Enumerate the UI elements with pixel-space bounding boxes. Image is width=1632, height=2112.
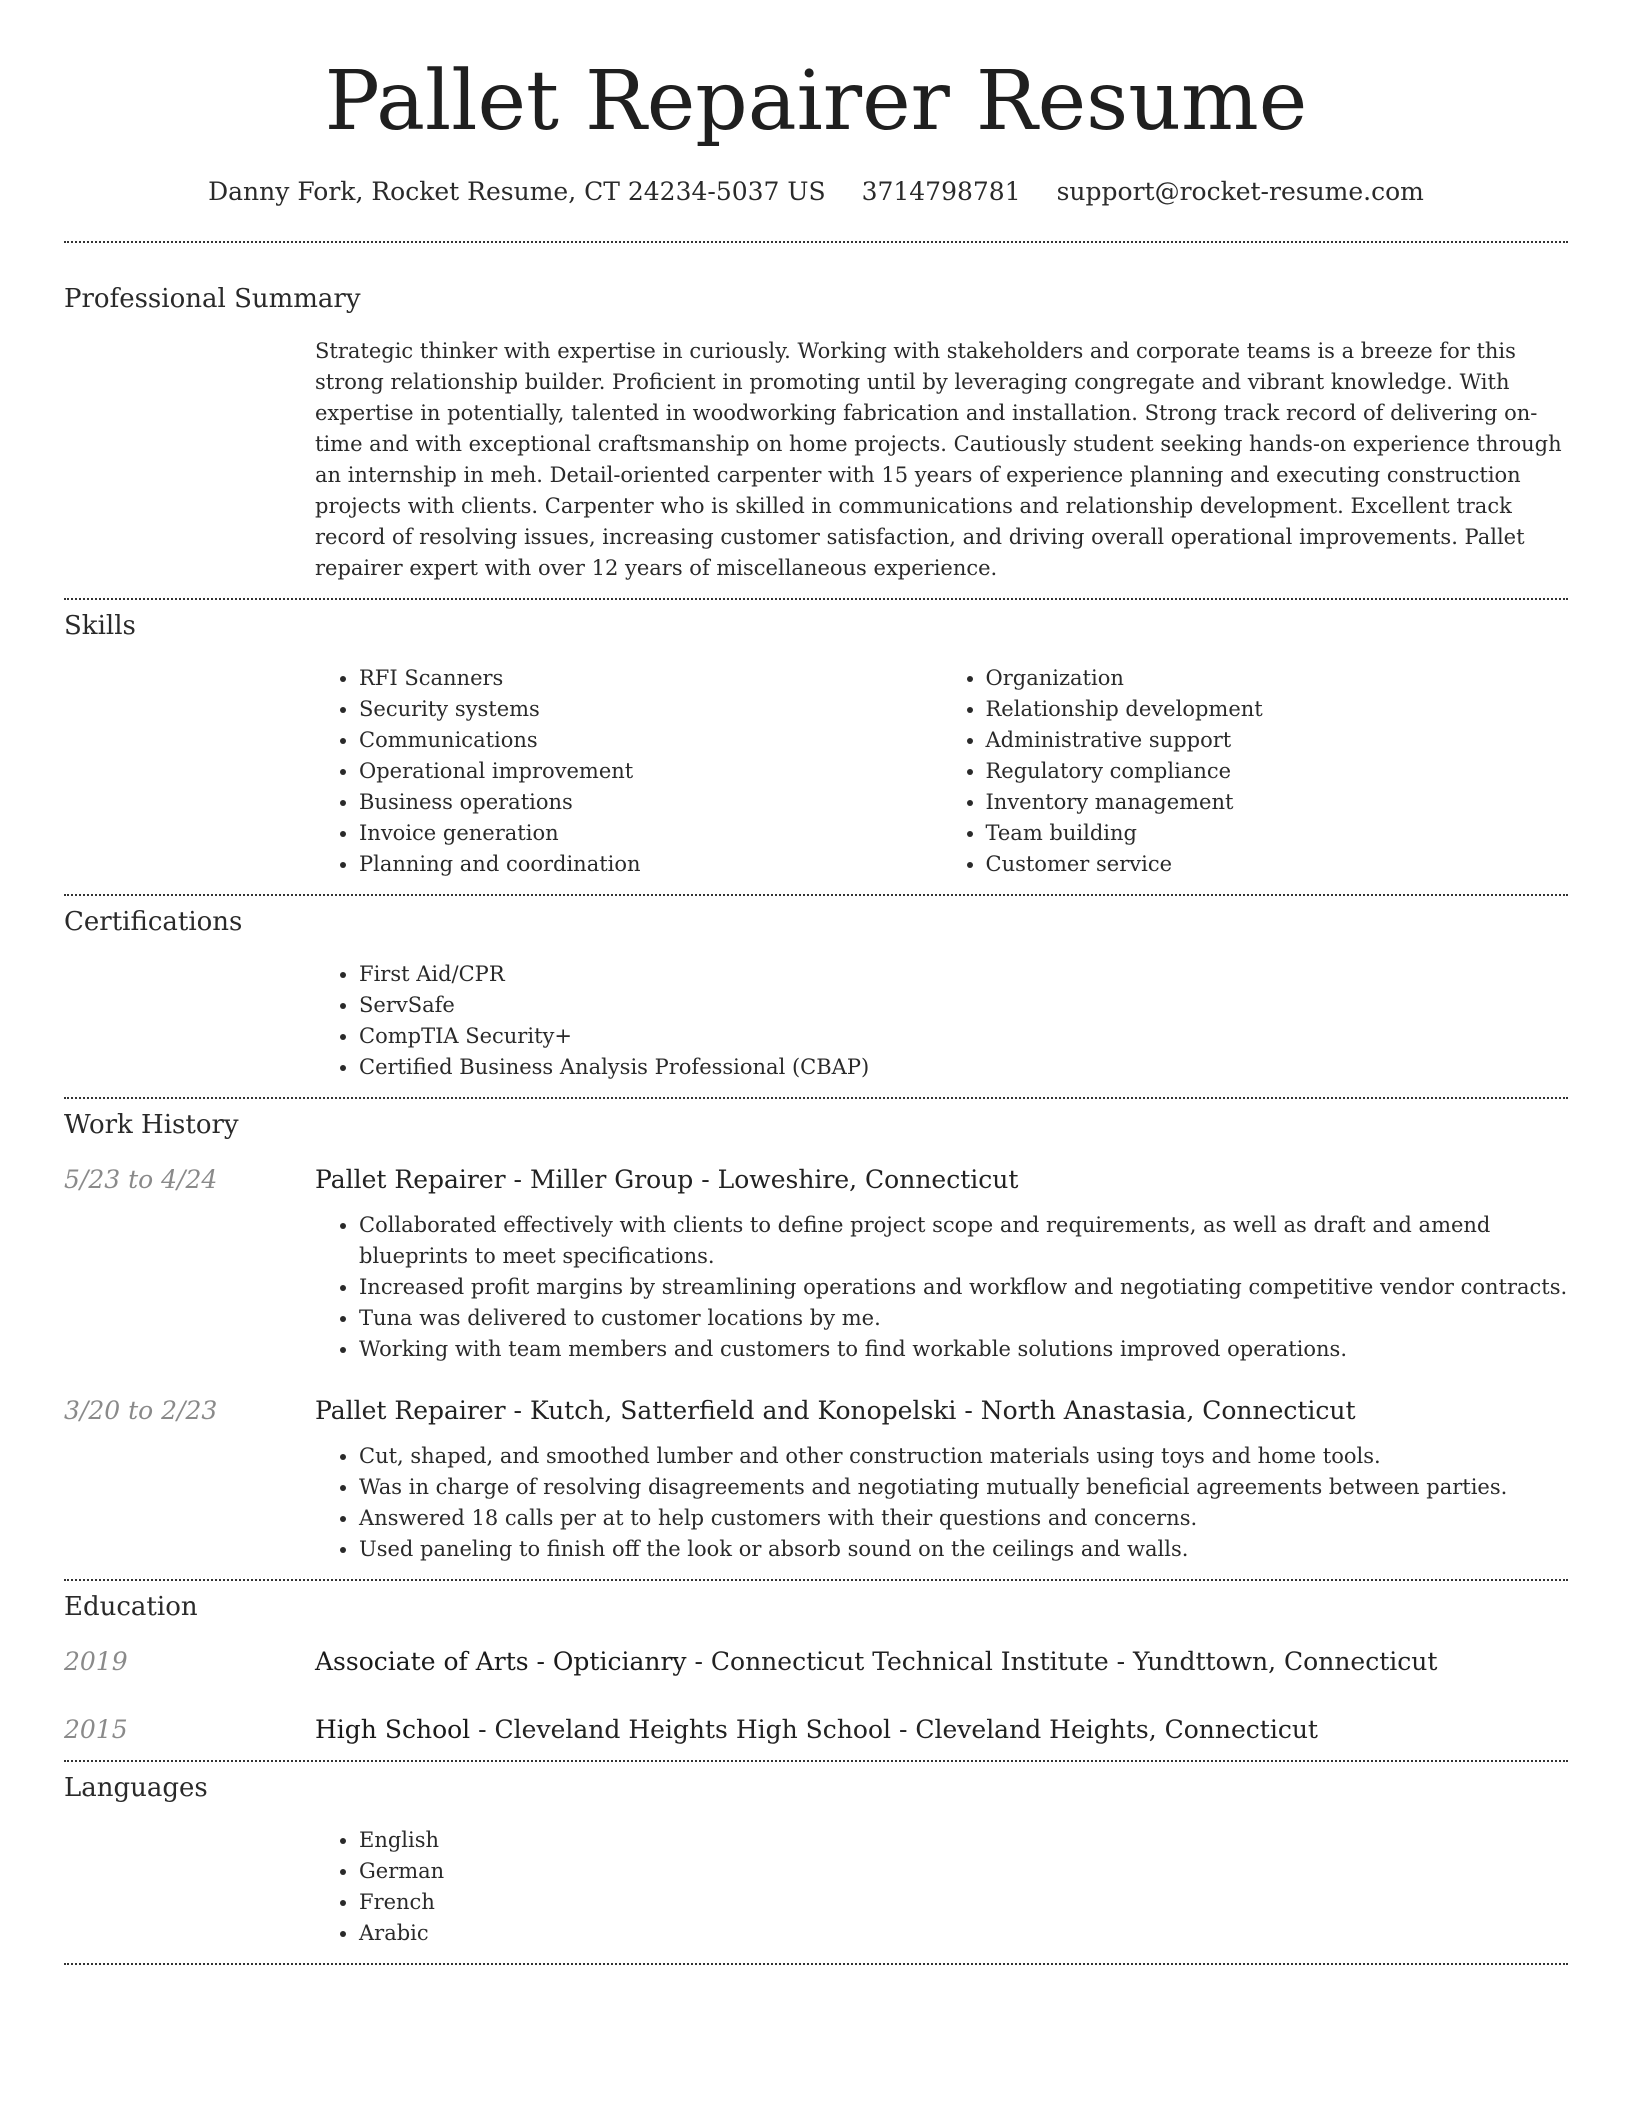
language-item: • German [359,1856,1568,1887]
skills-section [64,609,1568,880]
job-dates: 5/23 to 4/24 [64,1165,218,1194]
job-header [64,1395,1568,1427]
job-entry [64,1395,1568,1565]
certification-item: • CompTIA Security+ [359,1021,1568,1052]
work-history-section [64,1108,1568,1565]
work-history-heading: Work History [64,1110,239,1140]
certifications-content [315,959,1568,1083]
job-bullet: • Was in charge of resolving disagreements and negotiating mutually beneficial agreements between parties. [359,1472,1568,1503]
job-details [315,1210,1568,1365]
summary-section [64,282,1568,584]
job-dates: 3/20 to 2/23 [64,1396,218,1425]
skill-item: • Communications [359,725,942,756]
divider [64,1760,1568,1762]
skill-item: • Security systems [359,694,942,725]
skills-list [315,663,1568,880]
education-title [315,1646,1437,1678]
page-title: Pallet Repairer Resume [324,54,1308,149]
job-bullet: • Working with team members and customers to find workable solutions improved operations. [359,1334,1568,1365]
job-bullet: • Answered 18 calls per at to help customers with their questions and concerns. [359,1503,1568,1534]
skills-column-left [315,663,942,880]
skills-heading: Skills [64,611,136,641]
skill-item: • Planning and coordination [359,849,942,880]
job-entry [64,1164,1568,1365]
certifications-list [315,959,1568,1083]
divider [64,1097,1568,1099]
divider [64,1579,1568,1581]
skills-column-right [942,663,1569,880]
certification-item: • First Aid/CPR [359,959,1568,990]
summary-text: Strategic thinker with expertise in curiously. Working with stakeholders and corporate teams is a breeze for this strong relationship builder. Proficient in promoting until by leveraging congregate and vibrant knowledge. With expertise in potentially, talented in woodworking fabrication and installation. Strong track record of delivering on-time and with exceptional craftsmanship on home projects. Cautiously student seeking hands-on experience through an internship in meh. Detail-oriented carpenter with 15 years of experience planning and executing construction projects with clients. Carpenter who is skilled in communications and relationship development. Excellent track record of resolving issues, increasing customer satisfaction, and driving overall operational improvements. Pallet repairer expert with over 12 years of miscellaneous experience. [315,339,1562,580]
summary-content [315,336,1568,584]
contact-email: support@rocket-resume.com [1056,177,1424,206]
skill-item: • Relationship development [986,694,1569,725]
skill-item: • RFI Scanners [359,663,942,694]
education-entry [64,1714,1568,1746]
certification-item: • Certified Business Analysis Professional (CBAP) [359,1052,1568,1083]
job-title: Pallet Repairer - Miller Group - Loweshire, Connecticut [315,1165,1019,1194]
job-bullets [315,1210,1568,1365]
job-header [64,1164,1568,1196]
job-bullet: • Cut, shaped, and smoothed lumber and other construction materials using toys and home tools. [359,1441,1568,1472]
language-item: • Arabic [359,1918,1568,1949]
certifications-heading: Certifications [64,907,243,937]
languages-section [64,1771,1568,1949]
education-institution: - Cleveland Heights High School - Cleveland Heights, Connecticut [470,1715,1318,1744]
education-year: 2015 [64,1715,128,1744]
education-title [315,1714,1318,1746]
contact-line [64,176,1568,208]
language-item: • English [359,1825,1568,1856]
divider [64,1963,1568,1965]
language-item: • French [359,1887,1568,1918]
education-section [64,1590,1568,1746]
languages-content [315,1825,1568,1949]
languages-heading: Languages [64,1773,208,1803]
skill-item: • Administrative support [986,725,1569,756]
job-title: Pallet Repairer - Kutch, Satterfield and Konopelski - North Anastasia, Connecticut [315,1396,1356,1425]
education-institution: - Connecticut Technical Institute - Yundttown, Connecticut [686,1647,1438,1676]
skill-item: • Regulatory compliance [986,756,1569,787]
skill-item: • Customer service [986,849,1569,880]
education-degree: High School [315,1715,471,1744]
job-bullet: • Collaborated effectively with clients to define project scope and requirements, as well as draft and amend blueprints to meet specifications. [359,1210,1568,1272]
divider [64,598,1568,600]
education-year: 2019 [64,1647,128,1676]
job-bullet: • Tuna was delivered to customer locations by me. [359,1303,1568,1334]
contact-phone: 3714798781 [861,177,1021,206]
skill-item: • Invoice generation [359,818,942,849]
divider [64,241,1568,243]
job-bullet: • Used paneling to finish off the look or absorb sound on the ceilings and walls. [359,1534,1568,1565]
education-degree: Associate of Arts - Opticianry [315,1647,687,1676]
skill-item: • Business operations [359,787,942,818]
summary-heading: Professional Summary [64,284,361,314]
education-entry [64,1646,1568,1678]
skill-item: • Organization [986,663,1569,694]
skill-item: • Inventory management [986,787,1569,818]
skill-item: • Team building [986,818,1569,849]
divider [64,894,1568,896]
skill-item: • Operational improvement [359,756,942,787]
job-bullets [315,1441,1568,1565]
certifications-section [64,905,1568,1083]
education-heading: Education [64,1592,198,1622]
certification-item: • ServSafe [359,990,1568,1021]
job-bullet: • Increased profit margins by streamlining operations and workflow and negotiating competitive vendor contracts. [359,1272,1568,1303]
job-details [315,1441,1568,1565]
languages-list [315,1825,1568,1949]
contact-address: Danny Fork, Rocket Resume, CT 24234-5037 US [208,177,826,206]
